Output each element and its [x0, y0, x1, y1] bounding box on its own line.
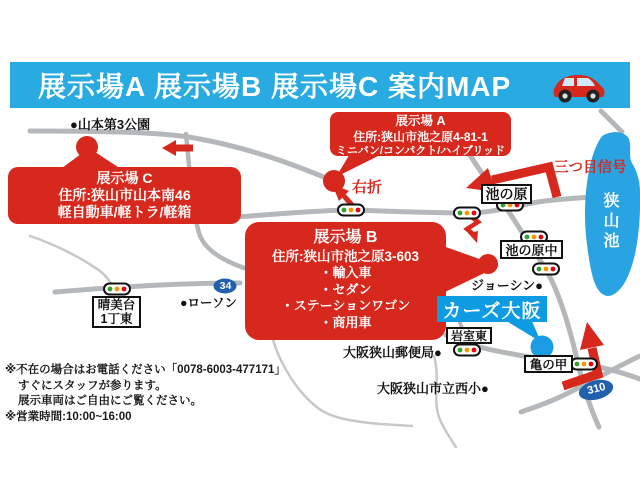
site-b-marker — [478, 254, 498, 274]
traffic-light-iwamuro — [454, 345, 480, 356]
traffic-light-second — [454, 208, 480, 219]
right-turn-label: 右折 — [352, 179, 383, 196]
site-b-title: 展示場 B — [313, 229, 378, 246]
site-c-marker — [76, 136, 98, 158]
note-viewing: 展示車両はご自由にご覧ください。 — [18, 395, 202, 407]
site-b-address: 住所:狭山市池之原3-603 — [271, 249, 420, 264]
car-icon — [550, 66, 608, 106]
site-a-vehicles: ミニバン/コンパクト/ハイブリッド — [335, 144, 506, 157]
traffic-light-kamenokou — [571, 359, 597, 370]
site-b-vehicle-item: ・セダン — [319, 281, 372, 297]
site-c-address: 住所:狭山市山本南46 — [58, 187, 191, 203]
callout-site-c — [8, 167, 241, 224]
note-staff: すぐにスタッフが参ります。 — [18, 379, 167, 392]
callout-site-a — [330, 112, 511, 156]
intersection-ikenohara-naka: 池の原中 — [500, 240, 563, 259]
site-b-vehicle-item: ・商用車 — [319, 314, 372, 330]
poi-park-label: ●山本第3公園 — [70, 117, 151, 132]
traffic-light-harumidai — [104, 284, 130, 295]
note-phone: ※不在の場合はお電話ください「0078-6003-477171」 — [5, 364, 286, 376]
poi-school-label: 大阪狭山市立西小● — [377, 381, 489, 396]
poi-lawson-label: ●ローソン — [180, 296, 238, 310]
road-minor — [434, 356, 456, 447]
intersection-harumidai — [92, 296, 141, 328]
site-c-title: 展示場 C — [96, 170, 153, 186]
road — [237, 197, 592, 217]
poi-post-office-label: 大阪狭山郵便局● — [343, 345, 442, 360]
site-a-title: 展示場 A — [395, 114, 446, 128]
header-banner — [10, 62, 630, 108]
road — [601, 111, 622, 132]
footer-notes — [5, 363, 305, 425]
site-a-address: 住所:狭山市池之原4-81-1 — [353, 129, 488, 144]
harumidai-line1: 晴美台 — [97, 298, 136, 312]
site-b-vehicle-item: ・ステーションワゴン — [280, 298, 411, 313]
poi-joshin-label: ジョーシン● — [471, 278, 544, 293]
callout-site-b — [245, 222, 446, 340]
intersection-ikenohara: 池の原 — [481, 184, 532, 204]
route-34-number: 34 — [219, 280, 232, 292]
kars-osaka-label: カーズ大阪 — [437, 296, 547, 322]
traffic-light-usetsu — [338, 205, 364, 216]
road — [55, 283, 240, 292]
site-c-vehicles: 軽自動車/軽トラ/軽箱 — [57, 204, 192, 220]
site-a-marker — [323, 170, 345, 192]
road-minor — [30, 236, 113, 287]
map-title: 展示場A 展示場B 展示場C 案内MAP — [38, 71, 512, 102]
note-hours: ※営業時間:10:00~16:00 — [5, 410, 132, 423]
traffic-light-joshin — [533, 264, 559, 275]
third-signal-label: 三つ目信号 — [554, 160, 627, 176]
site-b-vehicle-item: ・輸入車 — [319, 265, 372, 280]
harumidai-line2: 1丁東 — [100, 312, 133, 326]
route-310-number: 310 — [586, 380, 607, 398]
lake-label: 狭山池 — [601, 192, 618, 252]
intersection-kamenokou: 亀の甲 — [524, 355, 573, 373]
intersection-iwamuro: 岩室東 — [446, 327, 492, 344]
